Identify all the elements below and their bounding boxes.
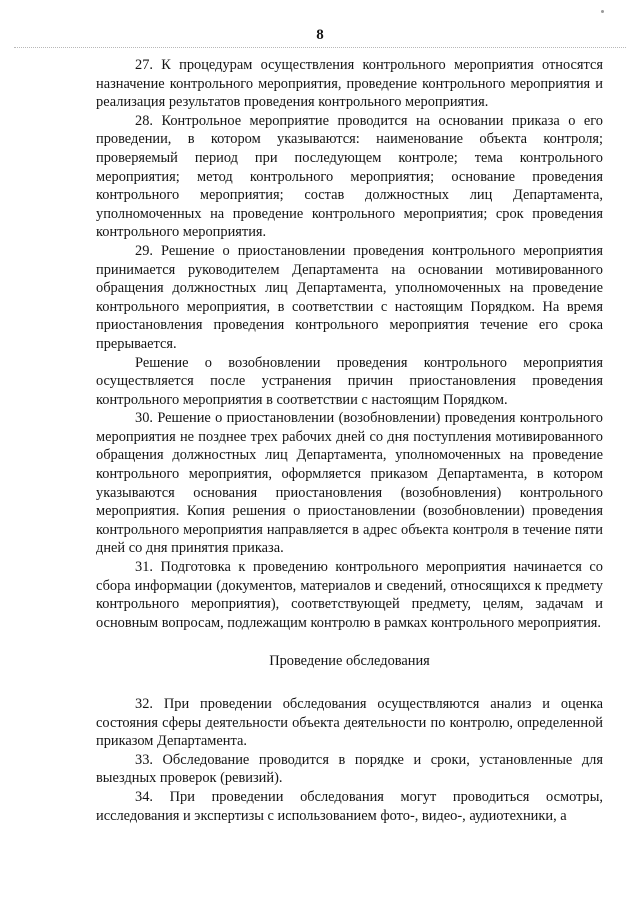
spacer bbox=[96, 632, 603, 652]
scan-artifact-line bbox=[14, 47, 626, 48]
section-heading: Проведение обследования bbox=[269, 653, 430, 670]
spacer bbox=[96, 671, 603, 695]
paragraph-33: 33. Обследование проводится в порядке и сроки, установленные для выездных проверок (ревизий). bbox=[96, 751, 603, 787]
paragraph-32: 32. При проведении обследования осуществляются анализ и оценка состояния сферы деятельности объекта деятельности по контролю, определенной приказом Департамента. bbox=[96, 696, 603, 750]
paragraph-28: 28. Контрольное мероприятие проводится на основании приказа о его проведении, в котором указываются: наименование объекта контроля; проверяемый период при последующем контроле; тема контрольного мероприятия; метод контрольного мероприятия; основание проведения контрольного мероприятия; состав должностных лиц Департамента, уполномоченных на проведение контрольного мероприятия; срок проведения контрольного мероприятия. bbox=[96, 112, 603, 241]
paragraph-29: 29. Решение о приостановлении проведения контрольного мероприятия принимается руководителем Департамента на основании мотивированного обращения должностных лиц Департамента, уполномоченных на проведение контрольного мероприятия, в соответствии с настоящим Порядком. На время приостановления проведения контрольного мероприятия течение его срока прерывается. bbox=[96, 242, 603, 352]
paragraph-31: 31. Подготовка к проведению контрольного мероприятия начинается со сбора информации (документов, материалов и сведений, относящихся к предмету контрольного мероприятия), соответствующей предмету, целям, задачам и основным вопросам, подлежащим контролю в рамках контрольного мероприятия. bbox=[96, 559, 603, 631]
scan-artifact-dot bbox=[601, 10, 604, 13]
paragraph-30: 30. Решение о приостановлении (возобновлении) проведения контрольного мероприятия не позднее трех рабочих дней со дня поступления мотивированного обращения должностных лиц Департамента, уполномоченных на проведение контрольного мероприятия, оформляется приказом Департамента, в котором указываются основания приостановления (возобновления) контрольного мероприятия. Копия решения о приостановлении (возобновлении) проведения контрольного мероприятия направляется в адрес объекта контроля в течение пяти дней со дня принятия приказа. bbox=[96, 410, 603, 557]
paragraph-27: 27. К процедурам осуществления контрольного мероприятия относятся назначение контрольного мероприятия, проведение контрольного мероприятия и реализация результатов проведения контрольного мероприятия. bbox=[96, 57, 603, 111]
paragraph-34: 34. При проведении обследования могут проводиться осмотры, исследования и экспертизы с использованием фото-, видео-, аудиотехники, а bbox=[96, 788, 603, 824]
page-number: 8 bbox=[316, 27, 324, 43]
document-body bbox=[96, 56, 603, 825]
paragraph-29-continuation: Решение о возобновлении проведения контрольного мероприятия осуществляется после устранения причин приостановления проведения контрольного мероприятия в соответствии с настоящим Порядком. bbox=[96, 354, 603, 408]
